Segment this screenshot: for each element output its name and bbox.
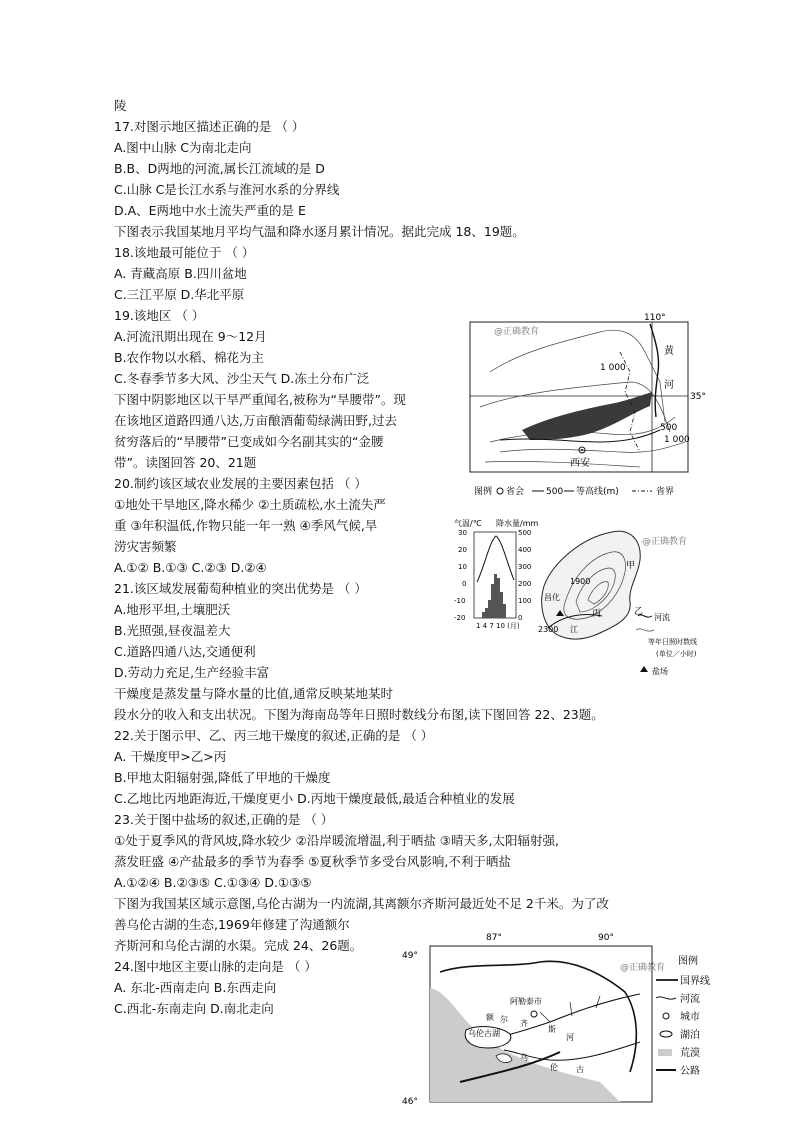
place-bing: 丙 — [592, 609, 602, 619]
option-row: 蒸发旺盛 ④产盐最多的季节为春季 ⑤夏秋季节多受台风影响,不利于晒盐 — [114, 854, 511, 869]
temp-axis-title: 气温/℃ — [454, 519, 482, 528]
latitude-label: 49° — [402, 951, 418, 961]
city-label: 西安 — [570, 458, 590, 469]
precip-ticks — [518, 529, 531, 622]
river-char: 伦 — [550, 1063, 558, 1072]
watermark: @正确教育 — [494, 327, 540, 337]
temp-tick: -20 — [454, 614, 466, 622]
legend-saltfield: 盐场 — [652, 667, 668, 676]
question-20: 20.制约该区域农业发展的主要因素包括 （ ） — [114, 476, 367, 491]
option-row: A.①② B.①③ C.②③ D.②④ — [114, 560, 267, 575]
legend-border: 国界线 — [680, 976, 710, 987]
option-row: C.冬春季节多大风、沙尘天气 D.冻土分布广泛 — [114, 371, 370, 386]
tributary — [540, 996, 600, 1022]
hainan-map-svg — [452, 516, 697, 686]
option-a: A.地形平坦,土壤肥沃 — [114, 602, 231, 617]
option-c: C.山脉 C是长江水系与淮河水系的分界线 — [114, 182, 340, 197]
option-row: 重 ③年积温低,作物只能一年一熟 ④季风气候,旱 — [114, 518, 378, 533]
legend-contour: 等高线(m) — [576, 487, 619, 497]
river-char: 尔 — [500, 1015, 508, 1024]
river-label: 黄 — [664, 346, 674, 357]
precip-axis-title: 降水量/mm — [496, 519, 539, 528]
precip-bar — [491, 584, 494, 618]
question-17: 17.对图示地区描述正确的是 （ ） — [114, 119, 305, 134]
legend-desert: 荒漠 — [680, 1048, 700, 1059]
precip-tick: 300 — [518, 563, 532, 571]
legend-border: 省界 — [656, 487, 675, 497]
option-row: A. 东北-西南走向 B.东西走向 — [114, 980, 277, 995]
river-label: 江 — [570, 625, 578, 634]
longitude-label: 90° — [598, 933, 614, 943]
precip-tick: 0 — [518, 614, 523, 622]
precip-bars — [482, 574, 506, 618]
xian-marker-dot — [581, 449, 583, 451]
option-row: 涝灾害频繁 — [114, 539, 177, 554]
river-char: 古 — [576, 1065, 584, 1074]
dry-belt-shade — [522, 392, 652, 440]
option-c: C.道路四通八达,交通便利 — [114, 644, 256, 659]
contour-label: 1 000 — [664, 435, 690, 445]
contour-line — [485, 461, 640, 467]
legend-lake-symbol — [660, 1031, 672, 1037]
option-d: D.劳动力充足,生产经验丰富 — [114, 665, 270, 680]
legend-isoline-unit: (单位／小时) — [656, 650, 697, 658]
precip-bar — [488, 600, 491, 618]
option-a: A.图中山脉 C为南北走向 — [114, 140, 252, 155]
contour-label: 500 — [660, 423, 678, 433]
stem-text: 干燥度是蒸发量与降水量的比值,通常反映某地某时 — [114, 686, 393, 701]
latitude-label: 46° — [402, 1097, 418, 1107]
temp-tick: 20 — [458, 546, 467, 554]
stem-text: 齐斯河和乌伦古湖的水渠。完成 24、26题。 — [114, 938, 363, 953]
ulungur-lake-map — [400, 932, 730, 1108]
option-b: B.甲地太阳辐射强,降低了甲地的干燥度 — [114, 770, 331, 785]
question-18: 18.该地最可能位于 （ ） — [114, 245, 255, 260]
latitude-label: 35° — [690, 392, 706, 402]
question-19: 19.该地区 （ ） — [114, 308, 205, 323]
river-char: 齐 — [520, 1019, 528, 1028]
precip-bar — [497, 578, 500, 618]
stem-text: 带”。读图回答 20、21题 — [114, 455, 257, 470]
question-24: 24.图中地区主要山脉的走向是 （ ） — [114, 959, 317, 974]
contour-line — [500, 442, 685, 452]
legend-contour-value: 500 — [546, 487, 564, 497]
option-d: D.A、E两地中水土流失严重的是 E — [114, 203, 306, 218]
option-b: B.光照强,昼夜温差大 — [114, 623, 231, 638]
option-a: A.河流汛期出现在 9～12月 — [114, 329, 267, 344]
stem-text: 下图为我国某区域示意图,乌伦古湖为一内流湖,其离额尔齐斯河最近处不足 2千米。为了改 — [114, 896, 609, 911]
option-row: C.三江平原 D.华北平原 — [114, 287, 245, 302]
watermark: @正确教育 — [620, 963, 666, 973]
legend-title: 图例 — [474, 487, 493, 497]
legend-saltfield-symbol — [640, 666, 648, 672]
hainan-island — [542, 531, 644, 639]
stem-text: 下图中阴影地区以干旱严重闻名,被称为“旱腰带”。现 — [114, 392, 406, 407]
longitude-label: 87° — [486, 933, 502, 943]
contour-label: 2300 — [538, 625, 559, 634]
river-char: 河 — [566, 1033, 574, 1042]
option-row: ①地处干旱地区,降水稀少 ②土质疏松,水土流失严 — [114, 497, 386, 512]
legend-river-symbol — [656, 997, 676, 999]
question-21: 21.该区域发展葡萄种植业的突出优势是 （ ） — [114, 581, 367, 596]
precip-bar — [494, 574, 497, 618]
option-row: C.西北-东南走向 D.南北走向 — [114, 1001, 274, 1016]
temp-tick: 10 — [458, 563, 467, 571]
precip-tick: 200 — [518, 580, 532, 588]
place-changhua: 昌化 — [544, 593, 560, 602]
place-yi: 乙 — [634, 607, 644, 617]
city-aletai: 阿勒泰市 — [510, 997, 542, 1006]
legend-title: 图例 — [678, 956, 698, 967]
legend-road: 公路 — [680, 1066, 700, 1077]
river-char: 乌 — [520, 1053, 528, 1062]
lake-label: 乌伦古湖 — [468, 1029, 500, 1038]
stem-text: 善乌伦古湖的生态,1969年修建了沟通额尔 — [114, 917, 350, 932]
precip-tick: 400 — [518, 546, 532, 554]
place-jia: 甲 — [626, 561, 636, 571]
legend-isoline: 等年日照时数线 — [648, 638, 697, 646]
river-char: 斯 — [548, 1025, 556, 1034]
option-a: A. 干燥度甲>乙>丙 — [114, 749, 227, 764]
option-b: B.B、D两地的河流,属长江流域的是 D — [114, 161, 325, 176]
dry-belt-map-svg — [460, 312, 706, 504]
option-row: A. 青藏高原 B.四川盆地 — [114, 266, 247, 281]
aletai-city-marker — [531, 1011, 537, 1017]
contour-label: 1900 — [570, 577, 591, 586]
precip-bar — [503, 604, 506, 618]
precip-tick: 500 — [518, 529, 532, 537]
option-row: C.乙地比丙地距海近,干燥度更小 D.丙地干燥度最低,最适合种植业的发展 — [114, 791, 515, 806]
stem-text: 段水分的收入和支出状况。下图为海南岛等年日照时数线分布图,读下图回答 22、23题。 — [114, 707, 604, 722]
temp-tick: 0 — [462, 580, 467, 588]
river-char: 额 — [486, 1013, 494, 1022]
legend-capital: 省会 — [506, 487, 525, 497]
precip-bar — [482, 612, 485, 618]
option-b: B.农作物以水稻、棉花为主 — [114, 350, 265, 365]
contour-label: 1 000 — [600, 363, 626, 373]
question-22: 22.关于图示甲、乙、丙三地干燥度的叙述,正确的是 （ ） — [114, 728, 434, 743]
text-line: 陵 — [114, 98, 127, 113]
question-23: 23.关于图中盐场的叙述,正确的是 （ ） — [114, 812, 334, 827]
temp-ticks — [454, 529, 467, 622]
river-label: 河 — [664, 380, 674, 391]
stem-text: 下图表示我国某地月平均气温和降水逐月累计情况。据此完成 18、19题。 — [114, 224, 525, 239]
legend-city-symbol — [663, 1013, 669, 1019]
option-row: A.①②④ B.②③⑤ C.①③④ D.①③⑤ — [114, 875, 312, 890]
temp-tick: 30 — [458, 529, 467, 537]
precip-bar — [500, 592, 503, 618]
legend-isoline-symbol — [636, 629, 654, 631]
ulungur-map-svg — [400, 932, 730, 1108]
legend-city: 城市 — [680, 1012, 700, 1023]
stem-text: 在该地区道路四通八达,万亩酿酒葡萄绿满田野,过去 — [114, 413, 397, 428]
hainan-sunshine-map — [452, 516, 697, 686]
dry-belt-map — [460, 312, 706, 504]
legend-river: 河流 — [680, 994, 700, 1005]
precip-tick: 100 — [518, 597, 532, 605]
month-labels: 1 4 7 10 (月) — [476, 622, 520, 630]
longitude-label: 110° — [644, 313, 666, 323]
precip-bar — [485, 608, 488, 618]
watermark: @正确教育 — [642, 537, 688, 547]
legend-desert-symbol — [658, 1049, 672, 1056]
legend-lake: 湖泊 — [680, 1030, 700, 1041]
legend-river: 河流 — [654, 613, 670, 622]
temp-tick: -10 — [454, 597, 466, 605]
option-row: ①处于夏季风的背风坡,降水较少 ②沿岸暖流增温,利于晒盐 ③晴天多,太阳辐射强, — [114, 833, 559, 848]
stem-text: 贫穷落后的“旱腰带”已变成如今名副其实的“金腰 — [114, 434, 384, 449]
legend-capital-symbol — [497, 488, 503, 494]
